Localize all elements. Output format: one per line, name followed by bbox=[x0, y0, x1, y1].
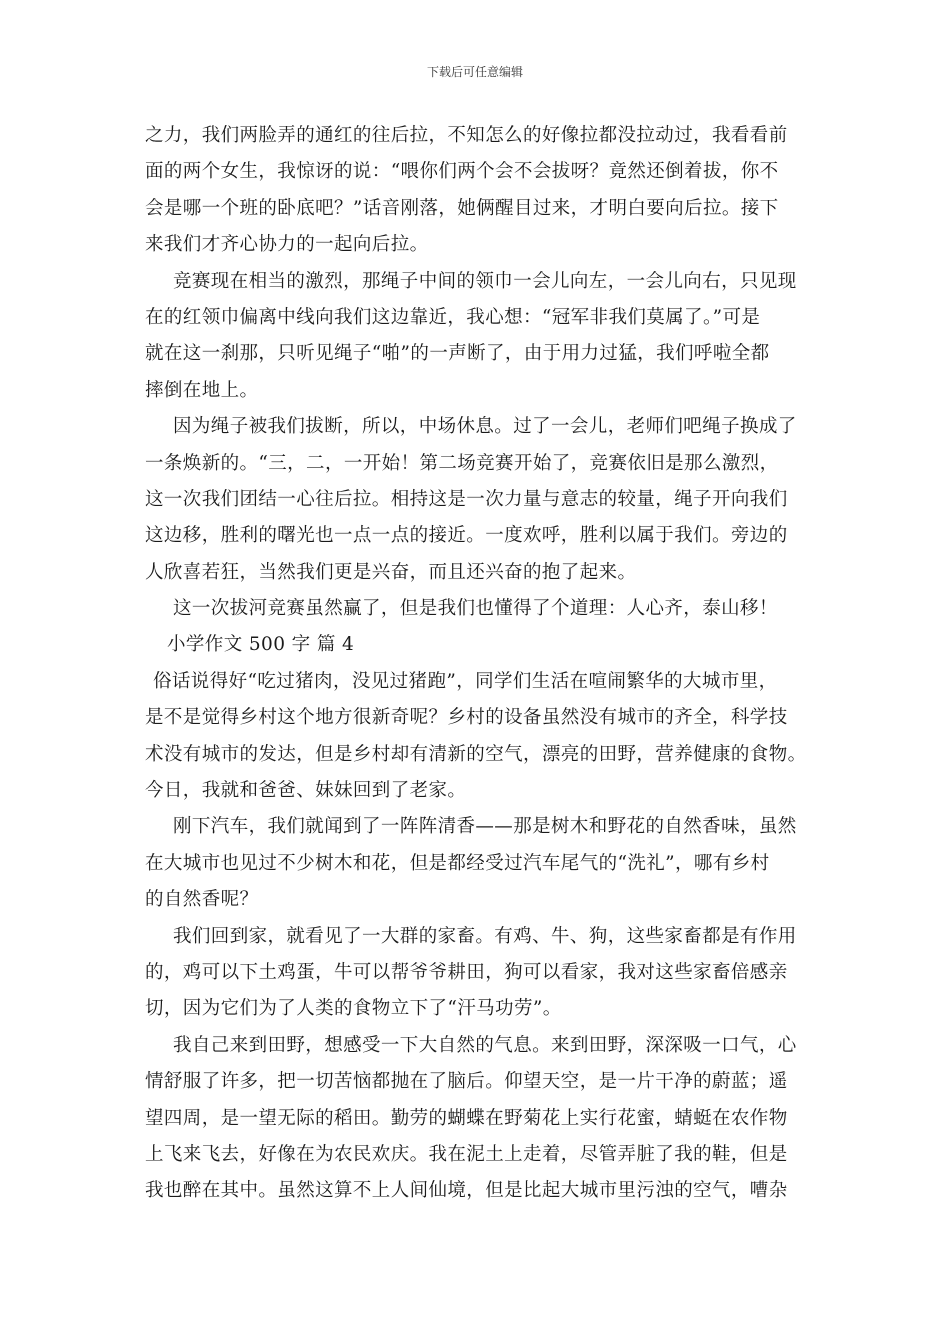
text-line: 我也醉在其中。虽然这算不上人间仙境，但是比起大城市里污浊的空气，嘈杂 bbox=[145, 1180, 788, 1202]
text-line: 就在这一刹那，只听见绳子“啪”的一声断了，由于用力过猛，我们呼啦全都 bbox=[145, 343, 770, 365]
text-line: 的，鸡可以下土鸡蛋，牛可以帮爷爷耕田，狗可以看家，我对这些家畜倍感亲 bbox=[145, 961, 788, 983]
text-line: 摔倒在地上。 bbox=[145, 379, 259, 401]
text-line: 来我们才齐心协力的一起向后拉。 bbox=[145, 234, 429, 256]
article-body bbox=[145, 118, 845, 1210]
text-line: 我们回到家，就看见了一大群的家畜。有鸡、牛、狗，这些家畜都是有作用 bbox=[173, 925, 797, 947]
text-line: 这一次拔河竞赛虽然赢了，但是我们也懂得了个道理：人心齐，泰山移！ bbox=[173, 598, 778, 620]
section-heading: 小学作文 500 字 篇 4 bbox=[167, 634, 355, 656]
text-line: 今日，我就和爸爸、妹妹回到了老家。 bbox=[145, 780, 467, 802]
text-line: 这一次我们团结一心往后拉。相持这是一次力量与意志的较量，绳子开向我们 bbox=[145, 488, 788, 510]
text-line: 因为绳子被我们拔断，所以，中场休息。过了一会儿，老师们吧绳子换成了 bbox=[173, 416, 797, 438]
text-line: 望四周，是一望无际的稻田。勤劳的蝴蝶在野菊花上实行花蜜，蜻蜓在农作物 bbox=[145, 1107, 788, 1129]
text-line: 我自己来到田野，想感受一下大自然的气息。来到田野，深深吸一口气，心 bbox=[173, 1034, 797, 1056]
text-line: 的自然香呢？ bbox=[145, 889, 259, 911]
text-line: 是不是觉得乡村这个地方很新奇呢？乡村的设备虽然没有城市的齐全，科学技 bbox=[145, 707, 788, 729]
text-line: 面的两个女生，我惊讶的说：“喂你们两个会不会拔呀？竟然还倒着拔，你不 bbox=[145, 161, 779, 183]
text-line: 情舒服了许多，把一切苦恼都抛在了脑后。仰望天空，是一片干净的蔚蓝；遥 bbox=[145, 1071, 788, 1093]
page-header: 下载后可任意编辑 bbox=[426, 65, 523, 79]
text-line: 人欣喜若狂，当然我们更是兴奋，而且还兴奋的抱了起来。 bbox=[145, 561, 637, 583]
text-line: 会是哪一个班的卧底吧？”话音刚落，她俩醒目过来，才明白要向后拉。接下 bbox=[145, 197, 779, 219]
text-line: 在大城市也见过不少树木和花，但是都经受过汽车尾气的“洗礼”，哪有乡村 bbox=[145, 852, 770, 874]
text-line: 刚下汽车，我们就闻到了一阵阵清香——那是树木和野花的自然香味，虽然 bbox=[173, 816, 797, 838]
text-line: 之力，我们两脸弄的通红的往后拉，不知怎么的好像拉都没拉动过，我看看前 bbox=[145, 125, 788, 146]
text-line: 这边移，胜利的曙光也一点一点的接近。一度欢呼，胜利以属于我们。旁边的 bbox=[145, 525, 788, 547]
text-line: 上飞来飞去，好像在为农民欢庆。我在泥土上走着，尽管弄脏了我的鞋，但是 bbox=[145, 1143, 788, 1165]
text-line: 在的红领巾偏离中线向我们这边靠近，我心想：“冠军非我们莫属了。”可是 bbox=[145, 306, 761, 328]
text-line: 俗话说得好“吃过猪肉，没见过猪跑”，同学们生活在喧闹繁华的大城市里， bbox=[153, 670, 778, 692]
text-line: 一条焕新的。“三，二，一开始！第二场竞赛开始了，竞赛依旧是那么激烈， bbox=[145, 452, 779, 474]
text-line: 切，因为它们为了人类的食物立下了“汗马功劳”。 bbox=[145, 998, 562, 1020]
text-line: 术没有城市的发达，但是乡村却有清新的空气，漂亮的田野，营养健康的食物。 bbox=[145, 743, 807, 765]
text-line: 竞赛现在相当的激烈，那绳子中间的领巾一会儿向左，一会儿向右，只见现 bbox=[173, 270, 797, 292]
